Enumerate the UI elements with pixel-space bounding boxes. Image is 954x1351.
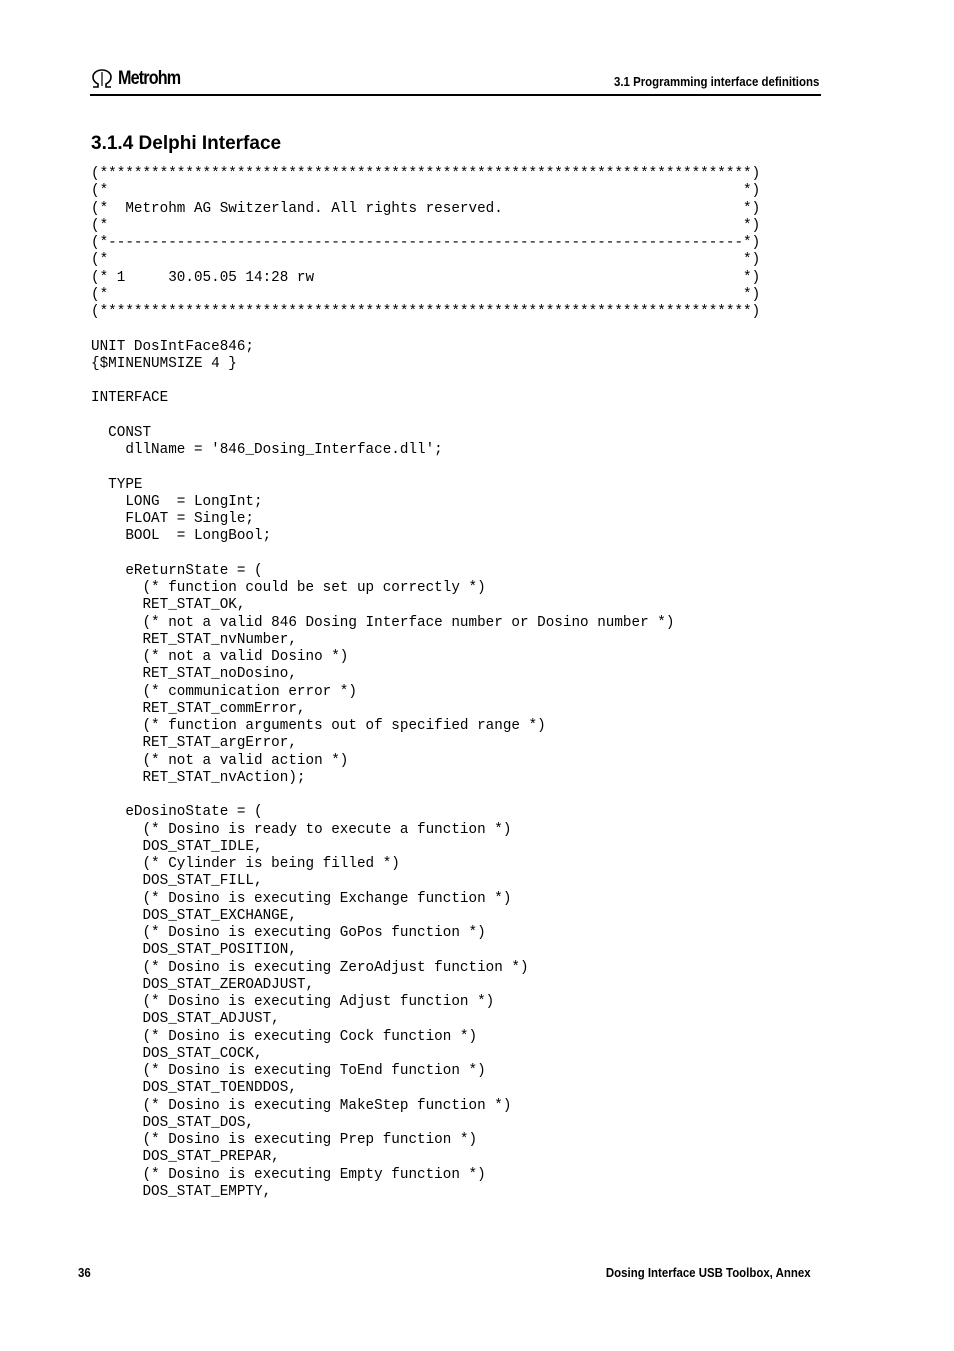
code-line: RET_STAT_noDosino, [91, 666, 297, 683]
code-line: eDosinoState = ( [91, 804, 263, 821]
code-line: DOS_STAT_EXCHANGE, [91, 907, 297, 924]
code-line [91, 321, 760, 338]
code-line: (*--------------------------------------------------------------------------*) [91, 235, 761, 251]
logo-text: Metrohm [118, 68, 181, 89]
code-line: DOS_STAT_ADJUST, [91, 1011, 280, 1028]
code-line [91, 459, 760, 476]
code-line: (* Dosino is executing Empty function *) [91, 1166, 486, 1183]
code-line: UNIT DosIntFace846; [91, 338, 255, 355]
code-line: RET_STAT_OK, [91, 597, 246, 614]
code-line: (* Dosino is executing ZeroAdjust function *) [91, 959, 529, 976]
code-line: (* function arguments out of specified range *) [91, 718, 546, 734]
code-line: FLOAT = Single; [91, 511, 255, 527]
code-line: LONG = LongInt; [91, 493, 263, 510]
code-line: DOS_STAT_DOS, [91, 1114, 255, 1131]
code-line: (* *) [91, 252, 761, 269]
code-line: RET_STAT_nvAction); [91, 769, 306, 786]
code-line: (* Dosino is ready to execute a function *) [91, 821, 512, 838]
code-line: DOS_STAT_EMPTY, [91, 1183, 272, 1200]
code-line: (* *) [91, 183, 761, 200]
code-listing [91, 166, 760, 1201]
section-title: 3.1.4 Delphi Interface [91, 133, 282, 154]
code-line: DOS_STAT_IDLE, [91, 838, 263, 855]
code-line: DOS_STAT_POSITION, [91, 942, 297, 959]
code-line: (* not a valid Dosino *) [91, 649, 349, 665]
metrohm-logo [90, 68, 191, 90]
code-line: (* Dosino is executing Exchange function *) [91, 890, 512, 907]
code-line: (* Dosino is executing Cock function *) [91, 1028, 478, 1045]
code-line: (* Metrohm AG Switzerland. All rights reserved. *) [91, 200, 761, 217]
code-line: (* *) [91, 217, 761, 234]
code-line: (* Dosino is executing Prep function *) [91, 1132, 478, 1148]
code-line: (* communication error *) [91, 683, 357, 700]
code-line: (* not a valid action *) [91, 752, 349, 769]
code-line: CONST [91, 424, 152, 441]
code-line: dllName = '846_Dosing_Interface.dll'; [91, 442, 443, 458]
code-line [91, 787, 760, 804]
code-line: (* 1 30.05.05 14:28 rw *) [91, 269, 761, 286]
code-line [91, 373, 760, 390]
code-line: (* not a valid 846 Dosing Interface number or Dosino number *) [91, 614, 675, 631]
code-line: (* Cylinder is being filled *) [91, 856, 400, 872]
code-line: DOS_STAT_PREPAR, [91, 1149, 280, 1166]
code-line: (* function could be set up correctly *) [91, 580, 486, 596]
code-line: (* Dosino is executing ToEnd function *) [91, 1063, 486, 1079]
code-line: BOOL = LongBool; [91, 528, 272, 545]
code-line: DOS_STAT_FILL, [91, 873, 263, 890]
header-section-title: 3.1 Programming interface definitions [613, 74, 819, 89]
code-line [91, 546, 760, 563]
code-line: {$MINENUMSIZE 4 } [91, 355, 237, 372]
code-line: (****************************************************************************) [91, 166, 761, 182]
footer-page-number: 36 [78, 1265, 91, 1280]
code-line: RET_STAT_commError, [91, 700, 306, 717]
footer-document-title: Dosing Interface USB Toolbox, Annex [606, 1265, 811, 1280]
code-line: (* Dosino is executing MakeStep function *) [91, 1097, 512, 1114]
page-header [90, 66, 821, 96]
code-line [91, 408, 760, 425]
code-line: eReturnState = ( [91, 562, 263, 579]
code-line: (* *) [91, 286, 761, 303]
code-line: DOS_STAT_ZEROADJUST, [91, 976, 315, 993]
code-line: (* Dosino is executing GoPos function *) [91, 925, 486, 941]
code-line: INTERFACE [91, 390, 169, 407]
code-line: (****************************************************************************) [91, 304, 761, 320]
code-line: (* Dosino is executing Adjust function *) [91, 994, 495, 1010]
code-line: DOS_STAT_COCK, [91, 1045, 263, 1062]
code-line: TYPE [91, 476, 143, 493]
code-line: RET_STAT_argError, [91, 735, 297, 752]
code-line: DOS_STAT_TOENDDOS, [91, 1080, 297, 1097]
omega-logo-icon [90, 69, 114, 89]
code-line: RET_STAT_nvNumber, [91, 631, 297, 648]
